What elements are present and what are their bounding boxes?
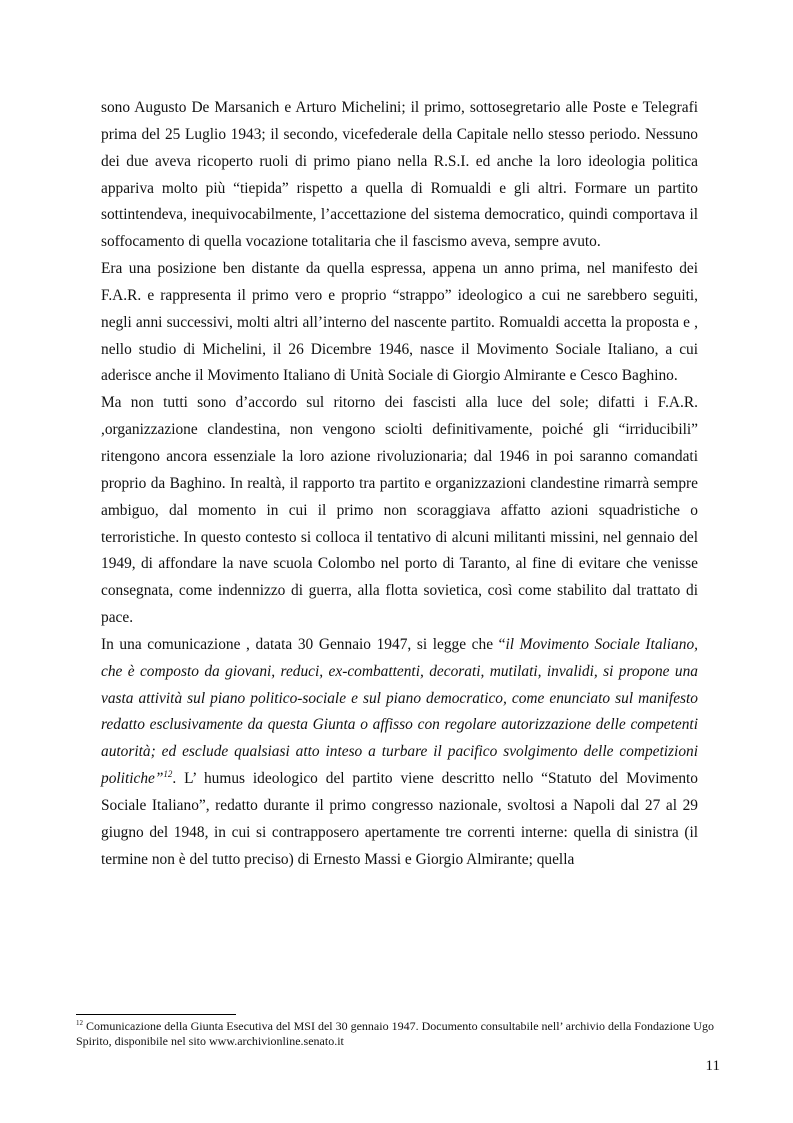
paragraph-2: Era una posizione ben distante da quella espressa, appena un anno prima, nel manifesto dei F.A.R. e rappresenta il primo vero e proprio “strappo” ideologico a cui ne sarebbero seguiti, negli anni successivi, molti altri all’interno del nascente partito. Romualdi accetta la proposta e , nello studio di Michelini, il 26 Dicembre 1946, nasce il Movimento Sociale Italiano, a cui aderisce anche il Movimento Italiano di Unità Sociale di Giorgio Almirante e Cesco Baghino. xyxy=(101,260,698,385)
quotation: il Movimento Sociale Italiano, che è composto da giovani, reduci, ex-combattenti, decorati, mutilati, invalidi, si propone una vasta attività sul piano politico-sociale e sul piano democratico, come enunciato sul manifesto redatto esclusivamente da questa Giunta o affisso con regolare autorizzazione delle competenti autorità; ed esclude qualsiasi atto inteso a turbare il pacifico svolgimento delle competizioni politiche” xyxy=(101,635,698,788)
paragraph-4-intro: In una comunicazione , datata 30 Gennaio 1947, si legge che “ xyxy=(101,635,506,653)
body-text xyxy=(101,95,698,873)
page-number: 11 xyxy=(705,1058,720,1074)
footnote-reference[interactable]: 12 xyxy=(163,768,173,779)
footnote xyxy=(76,1019,716,1049)
paragraph-3: Ma non tutti sono d’accordo sul ritorno dei fascisti alla luce del sole; difatti i F.A.R. ,organizzazione clandestina, non vengono sciolti definitivamente, poiché gli “irriducibili” ritengono ancora essenziale la loro azione rivoluzionaria; dal 1946 in poi saranno comandati proprio da Baghino. In realtà, il rapporto tra partito e organizzazioni clandestine rimarrà sempre ambiguo, dal momento in cui il primo non scoraggiava affatto azioni squadristiche o terroristiche. In questo contesto si colloca il tentativo di alcuni militanti missini, nel gennaio del 1949, di affondare la nave scuola Colombo nel porto di Taranto, al fine di evitare che venisse consegnata, come indennizzo di guerra, alla flotta sovietica, così come stabilito dal trattato di pace. xyxy=(101,394,698,627)
paragraph-1: sono Augusto De Marsanich e Arturo Michelini; il primo, sottosegretario alle Poste e Telegrafi prima del 25 Luglio 1943; il secondo, vicefederale della Capitale nello stesso periodo. Nessuno dei due aveva ricoperto ruoli di primo piano nella R.S.I. ed anche la loro ideologia politica appariva molto più “tiepida” rispetto a quella di Romualdi e gli altri. Formare un partito sottintendeva, inequivocabilmente, l’accettazione del sistema democratico, quindi comportava il soffocamento di quella vocazione totalitaria che il fascismo aveva, sempre avuto. xyxy=(101,99,698,251)
footnote-text: Comunicazione della Giunta Esecutiva del MSI del 30 gennaio 1947. Documento consultabile nell’ archivio della Fondazione Ugo Spirito, disponibile nel sito www.archivionline.senato.it xyxy=(76,1019,714,1048)
paragraph-4-rest: . L’ humus ideologico del partito viene descritto nello “Statuto del Movimento Sociale Italiano”, redatto durante il primo congresso nazionale, svoltosi a Napoli dal 27 al 29 giugno del 1948, in cui si contrapposero apertamente tre correnti interne: quella di sinistra (il termine non è del tutto preciso) di Ernesto Massi e Giorgio Almirante; quella xyxy=(101,770,698,868)
footnote-separator xyxy=(76,1014,236,1015)
footnote-number: 12 xyxy=(76,1019,83,1027)
paragraph-4 xyxy=(101,632,698,874)
